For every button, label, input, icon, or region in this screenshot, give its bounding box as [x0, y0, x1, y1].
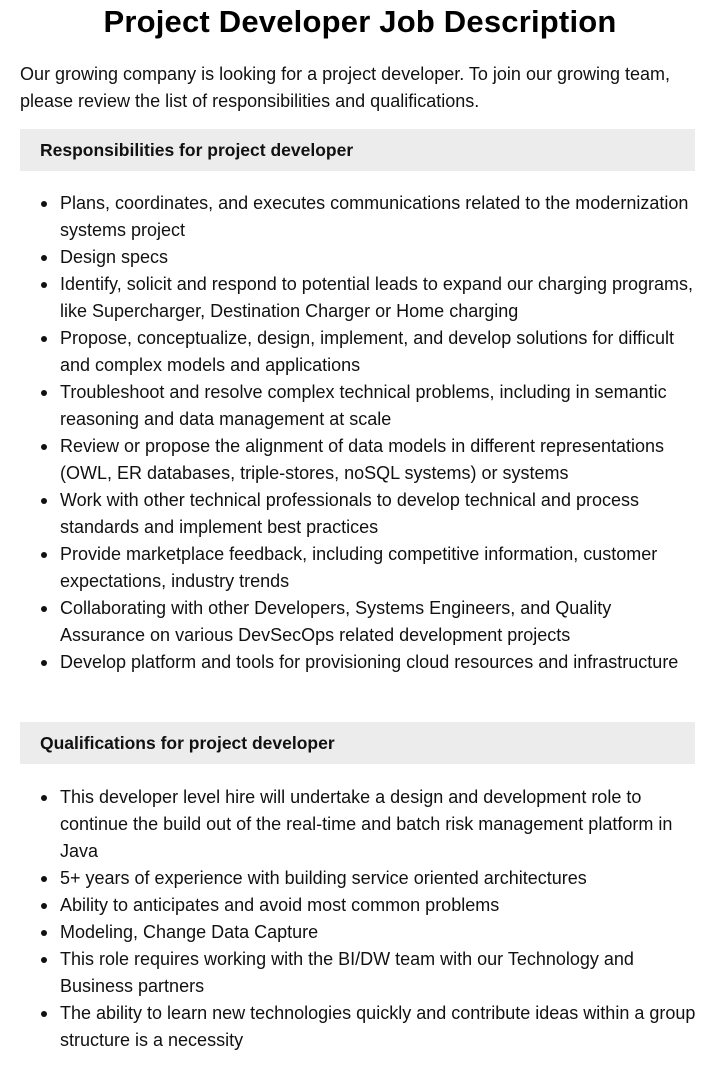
list-item: Design specs: [60, 244, 700, 271]
intro-paragraph: Our growing company is looking for a project developer. To join our growing team, please review the list of responsibilities and qualifications.: [20, 64, 671, 111]
list-item: Provide marketplace feedback, including competitive information, customer expectations, industry trends: [60, 541, 700, 595]
list-item: Plans, coordinates, and executes communications related to the modernization systems project: [60, 190, 700, 244]
list-item: The ability to learn new technologies quickly and contribute ideas within a group structure is a necessity: [60, 1000, 700, 1054]
qualifications-list: [20, 784, 700, 1054]
list-item: 5+ years of experience with building service oriented architectures: [60, 865, 700, 892]
page-title: Project Developer Job Description: [103, 4, 617, 39]
list-item: Develop platform and tools for provisioning cloud resources and infrastructure: [60, 649, 700, 676]
list-item: This role requires working with the BI/DW team with our Technology and Business partners: [60, 946, 700, 1000]
list-item: Modeling, Change Data Capture: [60, 919, 700, 946]
list-item: Ability to anticipates and avoid most common problems: [60, 892, 700, 919]
list-item: Review or propose the alignment of data models in different representations (OWL, ER databases, triple-stores, noSQL systems) or systems: [60, 433, 700, 487]
list-item: Identify, solicit and respond to potential leads to expand our charging programs, like Supercharger, Destination Charger or Home charging: [60, 271, 700, 325]
responsibilities-heading: Responsibilities for project developer: [20, 129, 695, 171]
list-item: Work with other technical professionals to develop technical and process standards and implement best practices: [60, 487, 700, 541]
list-item: This developer level hire will undertake a design and development role to continue the build out of the real-time and batch risk management platform in Java: [60, 784, 700, 865]
qualifications-heading: Qualifications for project developer: [20, 722, 695, 764]
list-item: Collaborating with other Developers, Systems Engineers, and Quality Assurance on various DevSecOps related development projects: [60, 595, 700, 649]
list-item: Troubleshoot and resolve complex technical problems, including in semantic reasoning and data management at scale: [60, 379, 700, 433]
list-item: Propose, conceptualize, design, implement, and develop solutions for difficult and complex models and applications: [60, 325, 700, 379]
responsibilities-list: [20, 190, 700, 676]
